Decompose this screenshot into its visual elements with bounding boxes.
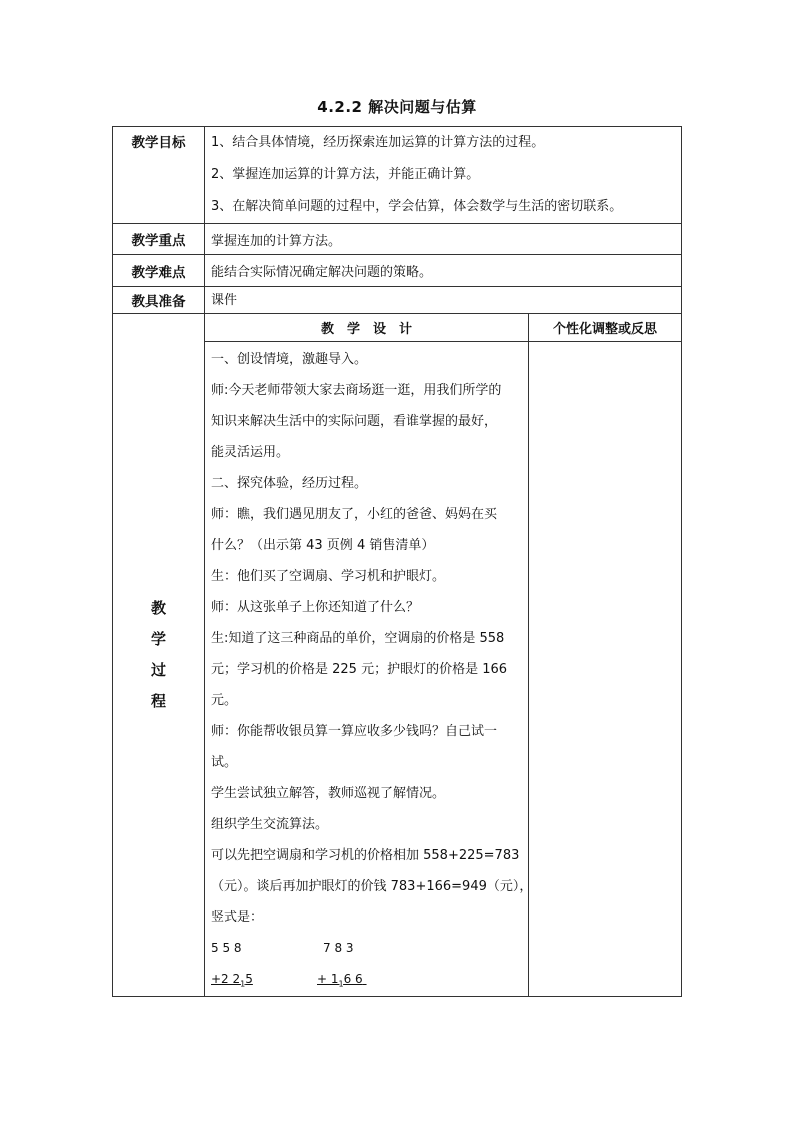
design-header: 教 学 设 计 xyxy=(205,314,529,342)
design-line: 组织学生交流算法。 xyxy=(211,817,329,832)
design-line: 元；学习机的价格是 225 元；护眼灯的价格是 166 xyxy=(211,662,508,677)
lesson-plan-table xyxy=(112,126,682,997)
design-line: 元。 xyxy=(211,693,238,708)
key-point-row xyxy=(113,224,682,255)
design-line: 师:今天老师带领大家去商场逛一逛，用我们所学的 xyxy=(211,383,502,398)
design-line: 可以先把空调扇和学习机的价格相加 558+225=783 xyxy=(211,848,520,863)
calc-left-bottom xyxy=(211,964,253,999)
design-line: （元）。谈后再加护眼灯的价钱 783+166=949（元）， xyxy=(211,879,533,894)
objective-item: 3、在解决简单问题的过程中，学会估算，体会数学与生活的密切联系。 xyxy=(211,199,623,214)
difficulty-row xyxy=(113,255,682,287)
objectives-label: 教学目标 xyxy=(113,127,205,224)
design-content xyxy=(205,342,533,997)
objectives-list xyxy=(205,127,682,224)
design-line: 能灵活运用。 xyxy=(211,445,290,460)
materials-text: 课件 xyxy=(205,287,682,314)
process-label xyxy=(113,314,205,997)
design-line: 二、探究体验，经历过程。 xyxy=(211,476,368,491)
reflection-content xyxy=(529,342,682,997)
calc-left-top: 5 5 8 xyxy=(211,941,242,955)
design-line: 学生尝试独立解答，教师巡视了解情况。 xyxy=(211,786,446,801)
vertical-calc-top xyxy=(211,933,518,964)
carry-mark: 1 xyxy=(240,979,246,989)
difficulty-label: 教学难点 xyxy=(113,255,205,287)
difficulty-text: 能结合实际情况确定解决问题的策略。 xyxy=(205,255,682,287)
materials-label: 教具准备 xyxy=(113,287,205,314)
design-line: 知识来解决生活中的实际问题，看谁掌握的最好， xyxy=(211,414,498,429)
objective-item: 1、结合具体情境，经历探索连加运算的计算方法的过程。 xyxy=(211,135,545,150)
calc-right-end: 6 6 xyxy=(343,972,363,986)
reflection-header: 个性化调整或反思 xyxy=(529,314,682,342)
design-line: 一、创设情境，激趣导入。 xyxy=(211,352,368,367)
key-point-label: 教学重点 xyxy=(113,224,205,255)
carry-mark: 1 xyxy=(338,979,344,989)
design-line: 师：瞧，我们遇见朋友了，小红的爸爸、妈妈在买 xyxy=(211,507,498,522)
key-point-text: 掌握连加的计算方法。 xyxy=(205,224,682,255)
calc-right-bottom xyxy=(317,964,367,999)
objective-item: 2、掌握连加运算的计算方法，并能正确计算。 xyxy=(211,167,480,182)
calc-right-top: 7 8 3 xyxy=(323,941,354,955)
design-line: 生：他们买了空调扇、学习机和护眼灯。 xyxy=(211,569,446,584)
design-line: 试。 xyxy=(211,755,238,770)
calc-left-digits: +2 2 xyxy=(211,972,241,986)
process-label-char: 学 xyxy=(150,630,166,648)
design-line: 竖式是： xyxy=(211,910,264,925)
design-line: 什么？（出示第 43 页例 4 销售清单） xyxy=(211,538,435,553)
design-header-row xyxy=(113,314,682,342)
design-line: 生:知道了这三种商品的单价，空调扇的价格是 558 xyxy=(211,631,505,646)
calc-right-digits: + 1 xyxy=(317,972,339,986)
calc-left-end: 5 xyxy=(245,972,253,986)
process-label-char: 教 xyxy=(150,599,166,617)
document-title: 4.2.2 解决问题与估算 xyxy=(317,98,477,116)
design-line: 师：从这张单子上你还知道了什么？ xyxy=(211,600,420,615)
process-label-char: 过 xyxy=(150,661,166,679)
vertical-calc-bottom xyxy=(211,964,518,995)
process-label-char: 程 xyxy=(150,692,166,710)
objectives-row xyxy=(113,127,682,224)
materials-row xyxy=(113,287,682,314)
design-line: 师：你能帮收银员算一算应收多少钱吗？自己试一 xyxy=(211,724,498,739)
